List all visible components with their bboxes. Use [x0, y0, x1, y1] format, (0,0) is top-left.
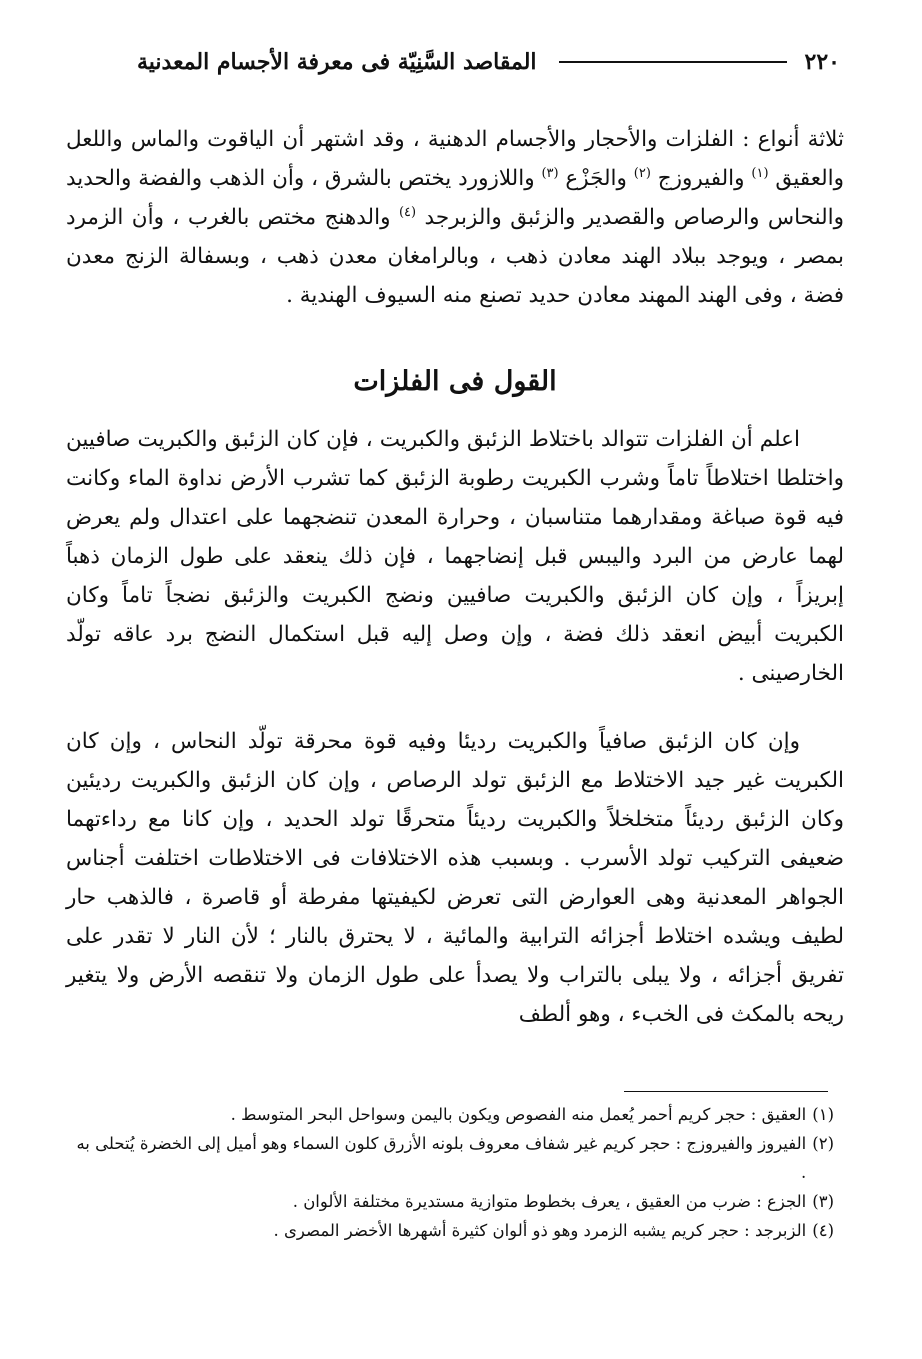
footnote-ref-2[interactable]: (٢) — [633, 165, 651, 181]
intro-text-part-5: والدهنج مختص بالغرب ، وأن الزمرد بمصر ، ويوجد ببلاد الهند معادن ذهب ، وبالرامغان معدن ذهب ، وبسفالة الزنج معدن فضة ، وفى الهند المهند معادن حديد تصنع منه السيوف الهندية . — [66, 205, 844, 308]
footnote-ref-3[interactable]: (٣) — [541, 165, 559, 181]
running-header — [58, 40, 840, 84]
header-rule — [559, 61, 787, 63]
footnote-mark: (٣) — [812, 1192, 834, 1211]
intro-paragraph — [66, 120, 844, 315]
section-paragraph-2 — [66, 722, 844, 1034]
footnote-text: الفيروز والفيروزج : حجر كريم غير شفاف معروف بلونه الأزرق كلون السماء وهو أميل إلى الخضرة يُتحلى به . — [76, 1134, 807, 1182]
footnote-text: العقيق : حجر كريم أحمر يُعمل منه الفصوص ويكون باليمن وسواحل البحر المتوسط . — [230, 1105, 807, 1124]
footnotes — [70, 1100, 834, 1245]
footnote-text: الجزع : ضرب من العقيق ، يعرف بخطوط متوازية مستديرة مختلفة الألوان . — [292, 1192, 807, 1211]
footnote-mark: (١) — [812, 1105, 834, 1124]
footnote-separator — [624, 1091, 828, 1092]
footnote-ref-1[interactable]: (١) — [751, 165, 769, 181]
section-paragraph-1 — [66, 420, 844, 693]
footnote-item — [70, 1216, 834, 1245]
intro-text-part-1: ثلاثة أنواع : الفلزات والأحجار والأجسام الدهنية ، وقد اشتهر أن الياقوت والماس واللعل والعقيق — [66, 127, 844, 191]
footnote-item — [70, 1187, 834, 1216]
intro-text-part-3: والجَزْع — [558, 166, 634, 191]
intro-text-part-4: واللازورد يختص بالشرق ، وأن الذهب والفضة والحديد والنحاس والرصاص والقصدير والزئبق والزبرجد — [66, 166, 844, 230]
running-title: المقاصد السَّنِيّة فى معرفة الأجسام المعدنية — [136, 49, 537, 75]
page-number: ٢٢٠ — [804, 49, 840, 75]
paragraph-text: اعلم أن الفلزات تتوالد باختلاط الزئبق والكبريت ، فإن كان الزئبق والكبريت صافيين واختلطا اختلاطاً تاماً وشرب الكبريت رطوبة الزئبق كما تشرب الأرض نداوة الماء وكانت فيه قوة صباغة ومقدارهما متناسبان ، وحرارة المعدن تنضجهما على اعتدال ولم يعرض لهما عارض من البرد واليبس قبل إنضاجهما ، فإن ذلك ينعقد على طول الزمان ذهباً إبريزاً ، وإن كان الزئبق والكبريت صافيين ونضج الكبريت والزئبق نضجاً تاماً وكان الكبريت أبيض انعقد ذلك فضة ، وإن وصل إليه قبل استكمال النضج برد عاقه تولّد الخارصينى . — [66, 427, 844, 686]
footnote-ref-4[interactable]: (٤) — [398, 204, 417, 220]
intro-text-part-2: والفيروزج — [650, 166, 752, 191]
footnote-item — [70, 1100, 834, 1129]
intro-text — [66, 120, 844, 315]
section-heading: القول فى الفلزات — [353, 366, 557, 397]
paragraph-text: وإن كان الزئبق صافياً والكبريت رديئا وفيه قوة محرقة تولّد النحاس ، وإن كان الكبريت غير جيد الاختلاط مع الزئبق تولد الرصاص ، وإن كان الزئبق والكبريت رديئين وكان الزئبق رديئاً متخلخلاً والكبريت رديئاً متحرقًا تولد الحديد ، وإن كانا مع رداءتهما ضعيفى التركيب تولد الأسرب . وبسبب هذه الاختلافات فى الاختلاطات اختلفت أجناس الجواهر المعدنية وهى العوارض التى تعرض لكيفيتها مفرطة أو قاصرة ، فالذهب حار لطيف ويشده اختلاط أجزائه الترابية والمائية ، لا يحترق بالنار ؛ لأن النار لا تقدر على تفريق أجزائه ، ولا يبلى بالتراب ولا يصدأ على طول الزمان ولا تنقصه الأرض ولا يتغير ريحه بالمكث فى الخبء ، وهو ألطف — [66, 729, 844, 1027]
footnote-mark: (٢) — [812, 1134, 834, 1153]
footnote-item — [70, 1129, 834, 1187]
footnote-text: الزبرجد : حجر كريم يشبه الزمرد وهو ذو ألوان كثيرة أشهرها الأخضر المصرى . — [273, 1221, 807, 1240]
footnote-mark: (٤) — [812, 1221, 834, 1240]
